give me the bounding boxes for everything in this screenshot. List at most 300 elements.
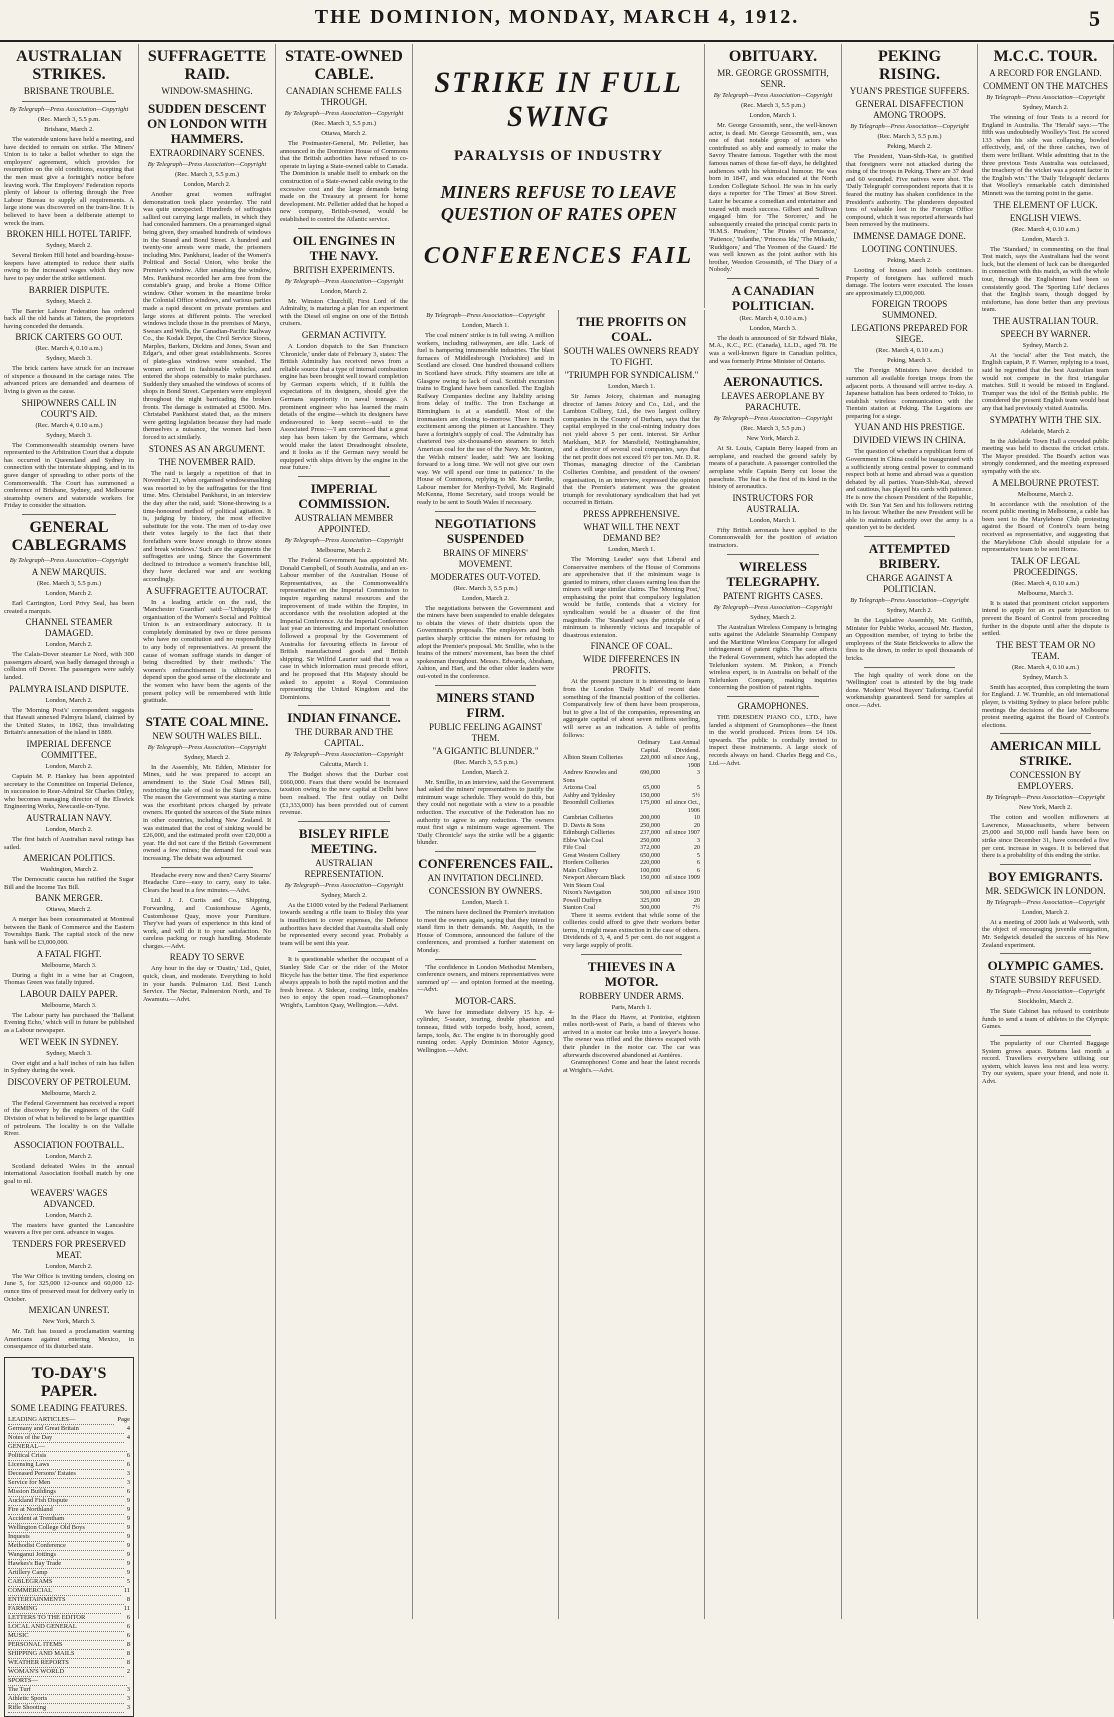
dateline: (Rec. March 3, 5.5 p.m.) [453,584,518,592]
subheadline: AUSTRALIAN NAVY. [26,812,112,823]
divider [1000,733,1091,734]
place-line: London, March 2. [320,287,368,295]
dateline: (Rec. March 3, 5.5 p.m.) [740,425,806,433]
place-line: London, March 2. [462,768,509,776]
dateline: (Rec. March 4, 0.10 a.m.) [1012,663,1079,671]
place-line: Adelaide, March 2. [1020,427,1071,435]
table-cell: D. Davis & Sons [563,821,605,829]
table-cell: 6 [696,866,700,874]
index-entry-label: Hawkes's Bay Trade [8,1560,124,1569]
place-line: Melbourne, March 2. [41,1089,97,1097]
subheadline: LEAVES AEROPLANE BY PARACHUTE. [721,391,825,413]
index-entry-label: Mission Buildings [8,1488,124,1497]
index-entry-page: 6 [126,1631,130,1639]
subheadline: AMERICAN POLITICS. [22,853,115,864]
table-row [563,822,700,830]
subheadline: WEAVERS' WAGES ADVANCED. [30,1187,108,1209]
index-entry-label: Germany and Great Britain [8,1425,124,1434]
headline: OBITUARY. [728,48,818,65]
index-entry-label: Athletic Sports [8,1695,124,1704]
index-entry-label: Wellington College Old Boys [8,1524,124,1533]
article-body: At a meeting of 2000 lads at Walworth, with the object of encouraging juvenile emigration, Mr. Sedgwick detailed the success of his New Zealand experiment. [982,918,1109,949]
headline: IMPERIAL COMMISSION. [298,481,390,511]
headline: STATE COAL MINE. [145,713,269,729]
place-line: London, March 1. [749,112,797,119]
table-cell: 7½ [692,904,700,912]
table-cell: Andrew Knowles and Sons [563,769,617,784]
article-body: The Australian Wireless Company is bringing suits against the Adelaide Steamship Company and the Maritime Wireless Company for alleged infringement of patent rights. The case affects the Federal Government, which has adopted the Telefunken system. M. Pinkon, a French wireless expert, is in Australia on behalf of the Telefunken Company, making inquiries concerning the position of patent rights. [709,623,837,692]
article-body: During a fight in a wine bar at Cragoon, Thomas Green was fatally injured. [4,971,134,987]
table-row [563,784,700,792]
index-entry [8,1551,130,1560]
index-entry [8,1479,130,1488]
table-cell: Great Western Colliery [563,851,621,859]
table-row [563,859,700,867]
place-line: Paris, March 1. [611,1003,652,1011]
subheadline: THE BEST TEAM OR NO TEAM. [995,639,1096,661]
advertisement-title: GRAMOPHONES. [737,700,809,711]
advertisement: Ltd. J. J. Curtis and Co., Shipping, Forwarding, and Customhouse Agents, Customhouse Quay, move your Furniture. They've had years of experience in this kind of work, and will do it to your satisfaction. No careless packing or rough handling. Moderate charges.—Advt. [143,897,271,950]
place-line: Sydney, March 2. [1022,341,1069,349]
table-cell: 690,000 [640,769,661,777]
subheadline: A SUFFRAGETTE AUTOCRAT. [146,585,268,596]
table-cell: Albion Steam Collieries [563,754,623,762]
place-line: Calcutta, March 1. [319,761,369,769]
column-8 [978,44,1114,1619]
index-entry-label: CABLEGRAMS [8,1578,124,1587]
index-entry [8,1524,130,1533]
article-body: The War Office is inviting tenders, closing on June 5, for 325,000 12-ounce and 60,000 12-ounce tins of preserved meat for delivery early in October. [4,1272,134,1303]
place-line: London, March 3. [1022,235,1069,243]
place-line: Melbourne, March 3. [41,961,97,969]
table-cell: 3 [696,769,700,777]
article-body: The Democratic caucus has ratified the Sugar Bill and the Income Tax Bill. [4,876,134,891]
divider [864,536,955,537]
subheadline: WINDOW-SMASHING. [161,86,253,96]
index-entry [8,1686,130,1695]
article-body: The winning of four Tests is a record for England in Australia. The 'Herald' says:—'The fifth was undoubtedly Woolley's Test. He scored 133 when his side was collapsing, bowled effectively, and, of the three catches, two of them were brilliant. While admitting that in the three previous Tests Australia was outclassed, the treachery of the wicket was a potent factor in the English win.' The 'Daily Telegraph' declares that Woolley's remarkable catch diminished Minnett was the turning point in the game. [982,114,1109,197]
table-cell: 220,000 [640,859,661,867]
index-entry [8,1515,130,1524]
table-cell: Powell Duffryn [563,896,602,904]
subheadline: THE NOVEMBER RAID. [158,456,256,467]
index-entry [8,1623,130,1632]
headline: OIL ENGINES IN THE NAVY. [292,232,396,263]
index-entry-label: Political Crisis [8,1452,124,1461]
index-entry [8,1641,130,1650]
column-4 [413,310,559,1619]
article-body: The cotton and woollen millowners at Lawrence, Massachusetts, where between 25,000 and 30,000 mill hands have been on strike since December 31, have conceded a five per cent. increase in wages. It is believed that there is a probability of this ending the strike. [982,814,1109,860]
place-line: London, March 2. [1022,908,1069,916]
table-header-cell: Ordinary Capital. [637,739,661,754]
table-cell: 500,000 [640,904,661,912]
place-line: Peking, March 2. [887,143,932,150]
article-body: The Budget shows that the Durbar cost £660,000. Fears that there would be increased taxation owing to the new capital at Delhi have been realised. The first outlay on Delhi (£1,333,000) has been provided out of current revenue. [280,771,408,817]
index-entry-page: 5 [126,1577,130,1585]
index-entry-label: Inquests [8,1533,124,1542]
place-line: London, March 2. [45,825,93,833]
place-line: Sydney, March 3. [46,431,92,439]
subheadline: CANADIAN SCHEME FALLS THROUGH. [286,86,402,107]
article-body: The negotiations between the Government and the miners have been suspended to enable delegates to obtain the views of their districts upon the Government's proposals. The employers and both parties sharply criticise the miners for refusing to adopt the Premier's proposal. Mr. Smillie, who is the brains of the miners' movement, has been the chief spokesman throughout. Messrs. Edwards, Abraham, Ashton, and Hart, and the other older leaders were out-voted in the conference. [417,604,554,680]
article-body: At St. Louis, Captain Berry leaped from an aeroplane, and reached the ground safely by means of a parachute. A passenger controlled the aeroplane while Captain Berry cut loose the parachute. The feat is the first of its kind in the history of aeronautics. [709,445,837,491]
place-line: London, March 1. [462,898,509,906]
index-entry [8,1578,130,1587]
subheadline: AUSTRALIAN MEMBER APPOINTED. [294,513,394,534]
subheadline: A RECORD FOR ENGLAND. [989,68,1102,78]
index-entry-label: FARMING [8,1605,121,1614]
subheadline: A NEW MARQUIS. [31,567,107,577]
place-line: Sydney, March 3. [46,1049,92,1057]
article-body: The Calais-Dover steamer Le Nord, with 300 passengers aboard, was badly damaged through a collision off Dover. The passengers were safely landed. [4,651,134,681]
index-entry-label: Notes of the Day [8,1434,124,1443]
index-entry-page: 11 [123,1586,130,1594]
subheadline: WET WEEK IN SYDNEY. [19,1036,119,1047]
article-body: The 'Morning Leader' says that Liberal and Conservative members of the House of Commons are apprehensive that if the minimum wage is granted to miners, other classes earning less than the miners will urge similar claims. The 'Morning Post,' emphasising the point that compulsory legislation would be futile, contends that a victory for syndicalism would be a disaster of the first magnitude. The 'Standard' says the principle of a minimum is inherently vicious and incapable of disastrous extension. [563,555,700,639]
table-cell: 175,000 [640,799,661,807]
subheadline: SHIPOWNERS CALL IN COURT'S AID. [21,397,117,419]
column-1 [0,44,139,1711]
divider [161,709,253,710]
article-body: The first batch of Australian naval ratings has sailed. [4,835,134,851]
index-entry [8,1614,130,1623]
subheadline: SYMPATHY WITH THE SIX. [989,414,1102,425]
article-body: Looting of houses and hotels continues. Property of foreigners has suffered much damage. The looters were executed. The losses are approximately £3,000,000. [846,266,973,297]
subheadline: PATENT RIGHTS CASES. [723,590,823,601]
byline: By Telegraph—Press Association—Copyright [986,988,1105,996]
table-cell: Broomhill Collieries [563,799,615,807]
table-cell: 20 [693,896,700,904]
article-body: A merger has been consummated at Montreal between the Bank of Commerce and the Eastern Townships Bank. The capital stock of the new bank will be £3,000,000. [4,916,134,947]
subheadline: LABOUR DAILY PAPER. [20,988,118,999]
table-row [563,799,700,814]
index-entry-label: WEATHER REPORTS [8,1659,124,1668]
subheadline: INSTRUCTORS FOR AUSTRALIA. [732,492,814,514]
place-line: Stockholm, March 2. [1018,998,1073,1006]
index-entry-page: 3 [126,1478,130,1486]
headline: THE PROFITS ON COAL. [576,314,687,344]
index-entry-page: 6 [126,1613,130,1621]
advertisement: THE DRESDEN PIANO CO., LTD., have landed a shipment of Gramophones—the finest in the world produced. Prices from £4 10s. upwards. The public is cordially invited to inspect these instruments. A large stock of records always on hand. Charles Begg and Co., Ltd.—Advt. [709,713,837,767]
dateline: (Rec. March 4, 0.10 a.m.) [739,314,807,322]
headline: SUFFRAGETTE RAID. [147,48,267,83]
table-cell: 650,000 [640,851,661,859]
subheadline: ROBBERY UNDER ARMS. [579,990,684,1001]
index-entry [8,1470,130,1479]
subheadline: STATE SUBSIDY REFUSED. [989,975,1102,986]
table-row [563,837,700,845]
headline: AERONAUTICS. [723,374,823,390]
article-body: There it seems evident that while some of the collieries could afford to give their workers better terms, it might mean extinction in the case of others. Dividends of 3, 4, and 5 per cent. do not suggest a very large supply of profit. [563,911,700,950]
subheadline: SOUTH WALES OWNERS READY TO FIGHT. [563,346,700,367]
divider [435,851,536,852]
index-entry-label: GENERAL— [8,1443,127,1452]
index-entry-label: Wanganui Jottings [8,1551,124,1560]
article-body: The miners have declined the Premier's invitation to meet the owners again, saying that they intend to stand firm in their demands. Mr. Asquith, in the House of Commons, announced the failure of the conferences, and promised a further statement on Monday. [417,908,554,954]
byline: By Telegraph—Press Association—Copyright [284,751,404,759]
headline: OLYMPIC GAMES. [987,958,1104,974]
place-line: Melbourne, March 3. [1017,589,1074,597]
index-entry [8,1569,130,1578]
subheadline: ASSOCIATION FOOTBALL. [13,1139,125,1150]
article-body: At the 'social' after the Test match, the English captain, P. F. Warner, replying to a toast, said he regretted that the best Australian team would not compete in the first triangular matches. Still it would be missed in England. Trumper was the idol of the British public. He considered the present English team would beat any that had previously visited Australia. [982,351,1109,413]
place-line: Ottawa, March 2. [321,130,367,137]
divider [1000,864,1091,865]
table-cell: 65,000 [643,784,661,792]
table-cell: nil since 1907 [665,829,700,837]
index-entry-label: WOMAN'S WORLD [8,1668,124,1677]
index-entry-label: Artillery Camp [8,1569,124,1578]
article-body: Scotland defeated Wales in the annual international Association football match by one goal to nil. [4,1162,134,1185]
article-body: In accordance with the resolution of the recent public meeting in Melbourne, a cable has been sent to the Marylebone Club protesting against the Board of Control's team being received as representative, and suggesting that the Marylebone Club should stipulate for a representative team to be sent Home. [982,500,1109,554]
divider [298,705,390,706]
subheadline: CHANNEL STEAMER DAMAGED. [25,617,113,639]
headline: SUDDEN DESCENT ON LONDON WITH HAMMERS. [147,101,267,146]
index-entry-page: 9 [126,1496,130,1504]
place-line: London, March 2. [45,762,93,770]
index-entry [8,1704,130,1713]
table-row [563,852,700,860]
table-cell: 3 [696,836,700,844]
byline: By Telegraph—Press Association—Copyright [147,743,267,751]
subheadline: BRAINS OF MINERS' MOVEMENT. [443,547,528,569]
subheadline: THE DURBAR AND THE CAPITAL. [294,727,394,749]
table-cell: 250,000 [640,821,661,829]
article-body: The masters have granted the Lancashire weavers a five per cent. advance in wages. [4,1221,134,1237]
byline: By Telegraph—Press Association—Copyright [284,110,404,117]
subheadline: BRICK CARTERS GO OUT. [15,332,123,343]
article-body: Mr. George Grossmith, senr., the well-known actor, is dead. Mr. George Grossmith, sen., was one of that notable group of actors who contributed so ably and earnestly to make the Savoy Theatre famous. Together with the most famous names of those far-off days, he delighted audiences with his whimsical humour. He was born in 1847, and was educated at the North London Collegiate School. He was in his early days a reporter for 'The Times' at Bow Street. Later he became a comedian and entertainer and toured with much success. Gilbert and Sullivan engaged him for 'The Sorcerer,' and he subsequently created the principal comic parts in 'H.M.S. Pinafore,' 'The Pirates of Penzance,' 'Patience,' 'Iolanthe,' 'Princess Ida,' 'The Mikado,' 'Ruddigore,' and 'The Yeomen of the Guard.' He was well known as the joint author with his brother, Weedon Grossmith, of 'The Diary of a Nobody.' [709,122,837,274]
place-line: Sydney, March 2. [750,613,796,621]
table-cell: nil since 1910 [665,889,700,897]
index-entry-page: 9 [126,1541,130,1549]
index-entry [8,1497,130,1506]
byline: By Telegraph—Press Association—Copyright [426,312,545,319]
headline: INDIAN FINANCE. [287,710,401,726]
headline: AMERICAN MILL STRIKE. [990,738,1101,769]
byline: By Telegraph—Press Association—Copyright [713,603,833,611]
index-entry-page: 9 [126,1550,130,1558]
place-line: London, March 1. [462,322,509,329]
subheadline: THE AUSTRALIAN TOUR. [992,315,1099,326]
article-body: The question of whether a republican form of Government in China could be inaugurated with a sufficiently strong central power to command respect both at home and abroad was a question debated by all parties. Yuan-Shih-Kai, shrewd and cautious, has played his cards with patience. He is now the chosen President of the Republic, with Dr. Sun Yat Sen and his followers retiring in his favour. Whether the new President will be able to maintain authority over the army is a question yet to be decided. [846,448,973,532]
index-entry-page: 9 [126,1523,130,1531]
table-cell: 325,000 [640,896,661,904]
subheadline: IMPERIAL DEFENCE COMMITTEE. [26,738,112,760]
table-cell: Ebbw Vale Coal [563,836,604,844]
dateline: (Rec. March 3, 5.5 p.m.) [174,171,240,178]
divider [435,511,536,512]
advertisement: The high quality of work done on the 'Wellington' coat is attested by the big trade done. 'Modern' Wool Buyers' Tailoring. Careful workmanship guaranteed. Send for samples at once.—Advt. [846,671,973,709]
index-entry-page: 8 [126,1649,130,1657]
subheadline: FOREIGN TROOPS SUMMONED. [871,299,948,321]
table-cell: 500,000 [640,889,661,897]
index-entry-page: 9 [126,1505,130,1513]
table-cell: Stanton Coal [563,904,596,912]
table-cell: 5½ [692,791,700,799]
byline: By Telegraph—Press Association—Copyright [850,123,969,130]
table-row [563,904,700,912]
index-entry-page: 9 [126,1568,130,1576]
divider [1000,953,1091,954]
headline: M.C.C. TOUR. [993,48,1098,65]
article-body: As the £1000 voted by the Federal Parliament towards sending a rifle team to Bisley this year is insufficient to cover expenses, the Defence authorities have decided that Australia shall only be represented every second year. Probably a team will be sent this year. [280,901,408,947]
subheadline: PRESS APPREHENSIVE. [582,508,681,519]
article-body: Sir James Joicey, chairman and managing director of James Joicey and Co., Ltd., and the Lambton Colliery, Ltd., the two largest colliery companies in the County of Durham, says that the capital employed in the coal-mining industry does not yield above 5 per cent. interest. Sir Arthur Markham, M.P. for Mansfield, Nottinghamshire, and a director of several coal companies, says that the net profit does not exceed 6½ per ton. Mr. D. R. Thomas, managing director of the Cambrian Collieries Combine, and president of the owners' organisation, in an interview, expressed the opinion that the Premier's statement was the greatest triumph for revolutionary syndicalism that had yet occurred in Britain. [563,393,700,507]
table-cell: nil since 1909 [665,874,700,882]
index-entry-label: LOCAL AND GENERAL [8,1623,124,1632]
byline: By Telegraph—Press Association—Copyright [986,94,1105,101]
place-line: Sydney, March 2. [184,753,230,761]
byline: By Telegraph—Press Association—Copyright [986,898,1105,906]
article-body: The 'Standard,' in commenting on the final Test match, says the Australians had the worst luck, but the element of luck can be disregarded in connection with this match, as with the whole tour, through the Englishmen had been so consistently good. The 'Sporting Life' declares that the English team, though dogged by misfortune, has done better than any previous team. [982,245,1109,314]
table-cell: 150,000 [640,791,661,799]
article-body: A London dispatch to the San Francisco 'Chronicle,' under date of February 3, states: The British Admiralty has received news from a reliable source that a type of internal combustion engine has been brought well toward completion by German experts which, if it fulfils the expectations of its designers, should give the Germans superiority in naval tonnage. A prominent engineer who has learned the main details of the engine—which its designers have endeavoured to keep secret—said to the Associated Press:—'I am convinced that a great step has been taken by the Germans, which would make the latest Dreadnought obsolete, and it looks as if the German navy would be equipped with ships driven by the engine in the near future.' [280,342,408,472]
table-header-cell [563,739,628,754]
subheadline: BANK MERGER. [35,893,103,904]
subheadline: GENERAL DISAFFECTION AMONG TROOPS. [855,99,964,120]
index-entry-page: 6 [126,1451,130,1459]
table-cell: 5 [696,851,700,859]
advertisement: Gramophones! Come and hear the latest records at Wright's.—Advt. [563,1059,700,1074]
article-body: The raid is largely a repetition of that in November 21, when organised windowsmashing was resorted to by the suffragettes for the first time. Mrs. Christabel Pankhurst, in an interview the day after the raid, said: 'Stone-throwing is a time-honoured method of political agitation. It is, judging by history, the most effective substitute for the vote. The men of to-day owe their votes largely to the fact that their forefathers were brave enough to throw stones and break windows.' Such are the arguments the suffragettes are using. Since the Government declined to introduce a women's franchise bill, they have declared war and are working accordingly. [143,469,271,583]
advertisement: It is questionable whether the occupant of a Stanley Side Car or the rider of the Motor Bicycle has the better time. The first experience always appeals to both the rapid motion and the fresh breeze. A Sidecar, costing little, enables two to enjoy the open road.—Gramophones? Wright's, Lambton Quay, Wellington.—Advt. [280,956,408,1009]
article-body: The Federal Government has received a report of the discovery by the engineers of the Gulf Division of what is believed to be large quantities of petroleum. The locality is on the Vallalie River. [4,1099,134,1138]
index-entry [8,1632,130,1641]
index-entry-label: Service for Men [8,1479,124,1488]
index-entry-label: Licensing Laws [8,1461,124,1470]
divider [298,476,390,477]
index-entry [8,1695,130,1704]
todays-paper-index [4,1357,134,1717]
subheadline: MR. GEORGE GROSSMITH, SENR. [717,68,829,89]
advertisement-title: READY TO SERVE [169,952,245,963]
place-line: New York, March 3. [42,1318,96,1326]
dateline: (Rec. March 3, 5.5 p.m. [38,116,100,123]
article-body: In the Place du Havre, at Pontoise, eighteen miles north-west of Paris, a band of thieves who arrived in a motor car broke into a lawyer's house. The owner was rifled and the thieves escaped with their plunder in the motor car. The car was afterwards discovered abandoned at Asnières. [563,1013,700,1059]
subheadline: A FATAL FIGHT. [36,948,102,959]
index-entry-label: SHIPPING AND MAILS [8,1650,124,1659]
subheadline: "TRIUMPH FOR SYNDICALISM." [564,370,699,380]
table-cell: 10 [693,814,700,822]
article-body: The Postmaster-General, Mr. Pelletier, has announced in the Dominion House of Commons that the British authorities have refused to co-operate in laying a State-owned cable to Canada. The Dominion is unable itself to embark on the construction of a State-owned cable owing to the excessive cost and the large demands being made on the Treasury at present for home development. Mr. Pelletier added that he hoped a new company, British-owned, would be established to control the Atlantic service. [280,140,408,223]
index-entry [8,1668,130,1677]
subheadline: BARRIER DISPUTE. [28,284,110,295]
headline: ATTEMPTED BRIBERY. [868,541,951,571]
place-line: London, March 1. [749,516,797,524]
index-entry [8,1605,130,1614]
article-body: Another great women suffragist demonstration took place yesterday. The raid was quite unexpected. Hundreds of suffragists sallied out carrying large mallets, in which they had concealed hammers. On a prearranged signal being given, they smashed hundreds of windows in the Strand and Bond Street. A hundred and twenty-one arrests were made, the prisoners including Mrs. Pankhurst, leader of the Women's Political and Social Union, who broke the Premier's window. After smashing the window, Mrs. Pankhurst recorded her arm free from the constable's grasp, and broke a Home Office window. Other women in the meantime broke the Colonial Office windows, and various parties made a rapid descent on private premises and large stores at different points. The wrecked windows include those in the premises of Marys, Swears and Wells, the Canadian-Pacific Railway Co., the Kodak Depot, the Civil Service Stores, Marples, Barkers, Dickins and Jones, Swan and Edgar's, and other great establishments. Scores of plate-glass windows were smashed. The women arrived in fashionable vehicles, and entered the shops ostensibly to make purchases. Suddenly they smashed the windows of scores of shops in Bond Street. Carpenters were employed throughout the night barricading the broken fronts. The damage is estimated at £5000. Mrs. Christabel Pankhurst stated that, as the miners were getting legislation because they had made themselves a nuisance, the women had been forced to act similarly. [143,191,271,441]
subheadline: NEW SOUTH WALES BILL. [152,730,262,741]
index-entry-page: 2 [126,1667,130,1675]
article-body: Several Broken Hill hotel and boarding-house-keepers have attempted to reduce their staffs owing to the increased wages which they now have to pay under the strike settlement. [4,252,134,282]
index-entry [8,1416,130,1425]
index-entry-page: 8 [126,1595,130,1603]
byline: By Telegraph—Press Association—Copyright [986,794,1105,802]
place-line: London, March 2. [45,1211,93,1219]
subheadline: GERMAN ACTIVITY. [301,329,387,340]
table-cell: Nixon's Navigation [563,889,612,897]
place-line: Sydney, March 3. [1022,673,1069,681]
subheadline: BROKEN HILL HOTEL TARIFF. [6,229,132,240]
subheadline: MEXICAN UNREST. [28,1305,110,1316]
article-body: The coal miners' strike is in full swing. A million workers, including railwaymen, are idle. Lack of fuel is hampering innumerable industries. The blast furnaces of Middlesbrough (Yorkshire) and in Scotland are closed. One hundred thousand colliers in Scotland have struck. Fifty steamers are idle at Glasgow owing to lack of coal. Scottish excursion trains to England have been cancelled. The English Railway Companies decline any liability arising from delay of traffic. The Iron Exchange at Birmingham is at a standstill. Most of the ironmasters are closing to-morrow. There is much excitement among the pitmen at Lancashire. They have a fortnight's supply of coal. The Admiralty has chartered two six-thousand-ton steamers to fetch American coal for the use of the Navy. Mr. Stanton, the Welsh miners' leader, said: 'We are looking forward to a long time. We will not give our own way. We will spend our time in patience.' In the House of Commons, replying to Mr. Keir Hardie, Labour member for Merthyr-Tydvil, Mr. Reginald McKenna, Home Secretary, said troops would be ready to be sent to South Wales if necessary. [417,332,554,507]
subheadline: EXTRAORDINARY SCENES. [149,148,265,158]
index-entry [8,1488,130,1497]
headline: WIRELESS TELEGRAPHY. [726,558,820,589]
banner-deck: MINERS REFUSE TO LEAVE QUESTION OF RATES OPEN [440,182,677,224]
divider [435,959,536,960]
table-row [563,792,700,800]
place-line: Melbourne, March 3. [41,1001,97,1009]
index-entry-page: 8 [126,1658,130,1666]
table-row [563,844,700,852]
place-line: London, March 2. [462,594,509,602]
place-line: London, March 2. [45,1152,93,1160]
index-entry-label: ENTERTAINMENTS [8,1596,124,1605]
place-line: Sydney, March 2. [321,891,367,899]
advertisement: Headache every now and then? Carry Stearns' Headache Cure—easy to carry, easy to take. Clears the head in a few minutes.—Advt. [143,871,271,894]
place-line: London, March 2. [45,590,93,597]
divider [161,867,253,868]
column-2 [139,44,276,1619]
index-entry-label: Rifle Shooting [8,1704,124,1713]
table-header-cell: Last Annual Dividend. [669,739,700,754]
table-cell: Main Colliery [563,866,598,874]
index-entry-page: 3 [126,1703,130,1711]
article-body: The President, Yuan-Shih-Kai, is gratified that foreigners were not attacked during the rising of the troops in Peking. There are 37 dead and 60 wounded. Five natives were shot. The 'Daily Telegraph' correspondent reports that it is feared the mutiny has shaken confidence in the President's authority. The plunderers deposited tons of valuable loot in the Foreign Office compound, which it was reported afterwards had been removed by the mutineers. [846,153,973,229]
subheadline: IMMENSE DAMAGE DONE. [853,230,966,241]
headline: STATE-OWNED CABLE. [285,48,403,83]
subheadline: BRITISH EXPERIMENTS. [293,264,395,275]
subheadline: PUBLIC FEELING AGAINST THEM. [428,721,542,743]
table-cell: nil since Aug., 1908 [664,754,700,769]
place-line: London, March 3. [749,324,797,332]
article-body: At the present juncture it is interesting to learn from the London 'Daily Mail' of recent date something of the financial position of the collieries. Comparatively few of them have been prosperous, but to give a list of the companies, representing an aggregate capital of about seven millions sterling, will serve as an indication. A table of profits follows: [563,678,700,739]
headline: CONFERENCES FAIL. [418,855,553,871]
index-entry-label: Methodist Conference [8,1542,124,1551]
subheadline: CONCESSION BY OWNERS. [428,885,543,896]
divider [298,951,390,952]
article-body: The Commonwealth steamship owners have represented to the Arbitration Court that a dispute has occurred in Queensland and Sydney in connection with the interstate shipping, and in its grave danger of spreading to other ports of the Commonwealth. The Court has summoned a conference of Brisbane, Sydney, and Melbourne steamship owners and waterside workers for Friday to consider the situation. [4,441,134,510]
index-entry-label: Deceased Persons' Estates [8,1470,124,1479]
divider [298,228,390,229]
index-entry-page: 3 [126,1685,130,1693]
advertisement: We have for immediate delivery 15 h.p. 4-cylinder, 5-seater, touring, double phaeton and tonneau, fitted with torpedo body, hood, screen, lamps, tools, &c. The engine is in thoroughly good running order. Apply Dominion Motor Agency, Wellington.—Advt. [417,1008,554,1054]
dateline: (Rec. March 4, 0.10 a.m.) [35,421,103,429]
byline: By Telegraph—Press Association—Copyright [147,161,267,168]
table-cell: Cambrian Collieries [563,814,614,822]
index-entry-label: LETTERS TO THE EDITOR [8,1614,124,1623]
divider [581,954,682,955]
index-entry-label: COMMERCIAL [8,1587,121,1596]
table-cell: 5 [696,784,700,792]
article-body: The State Cabinet has refused to contribute funds to send a team of athletes to the Olympic Games. [982,1008,1109,1031]
masthead [0,0,1114,42]
index-entry [8,1533,130,1542]
place-line: Ottawa, March 2. [46,906,92,914]
article-body: Over eight and a half inches of rain has fallen in Sydney during the week. [4,1059,134,1075]
index-entry-label: SPORTS— [8,1677,127,1686]
headline: BISLEY RIFLE MEETING. [298,825,390,856]
index-entry-page: 6 [126,1622,130,1630]
subheadline: DISCOVERY OF PETROLEUM. [7,1076,131,1087]
index-entry-page: 9 [126,1514,130,1522]
place-line: Brisbane, March 2. [44,126,94,133]
subheadline: LOOTING CONTINUES. [861,243,958,254]
subheadline: CHARGE AGAINST A POLITICIAN. [866,573,953,594]
index-entry-page: 11 [123,1604,130,1612]
